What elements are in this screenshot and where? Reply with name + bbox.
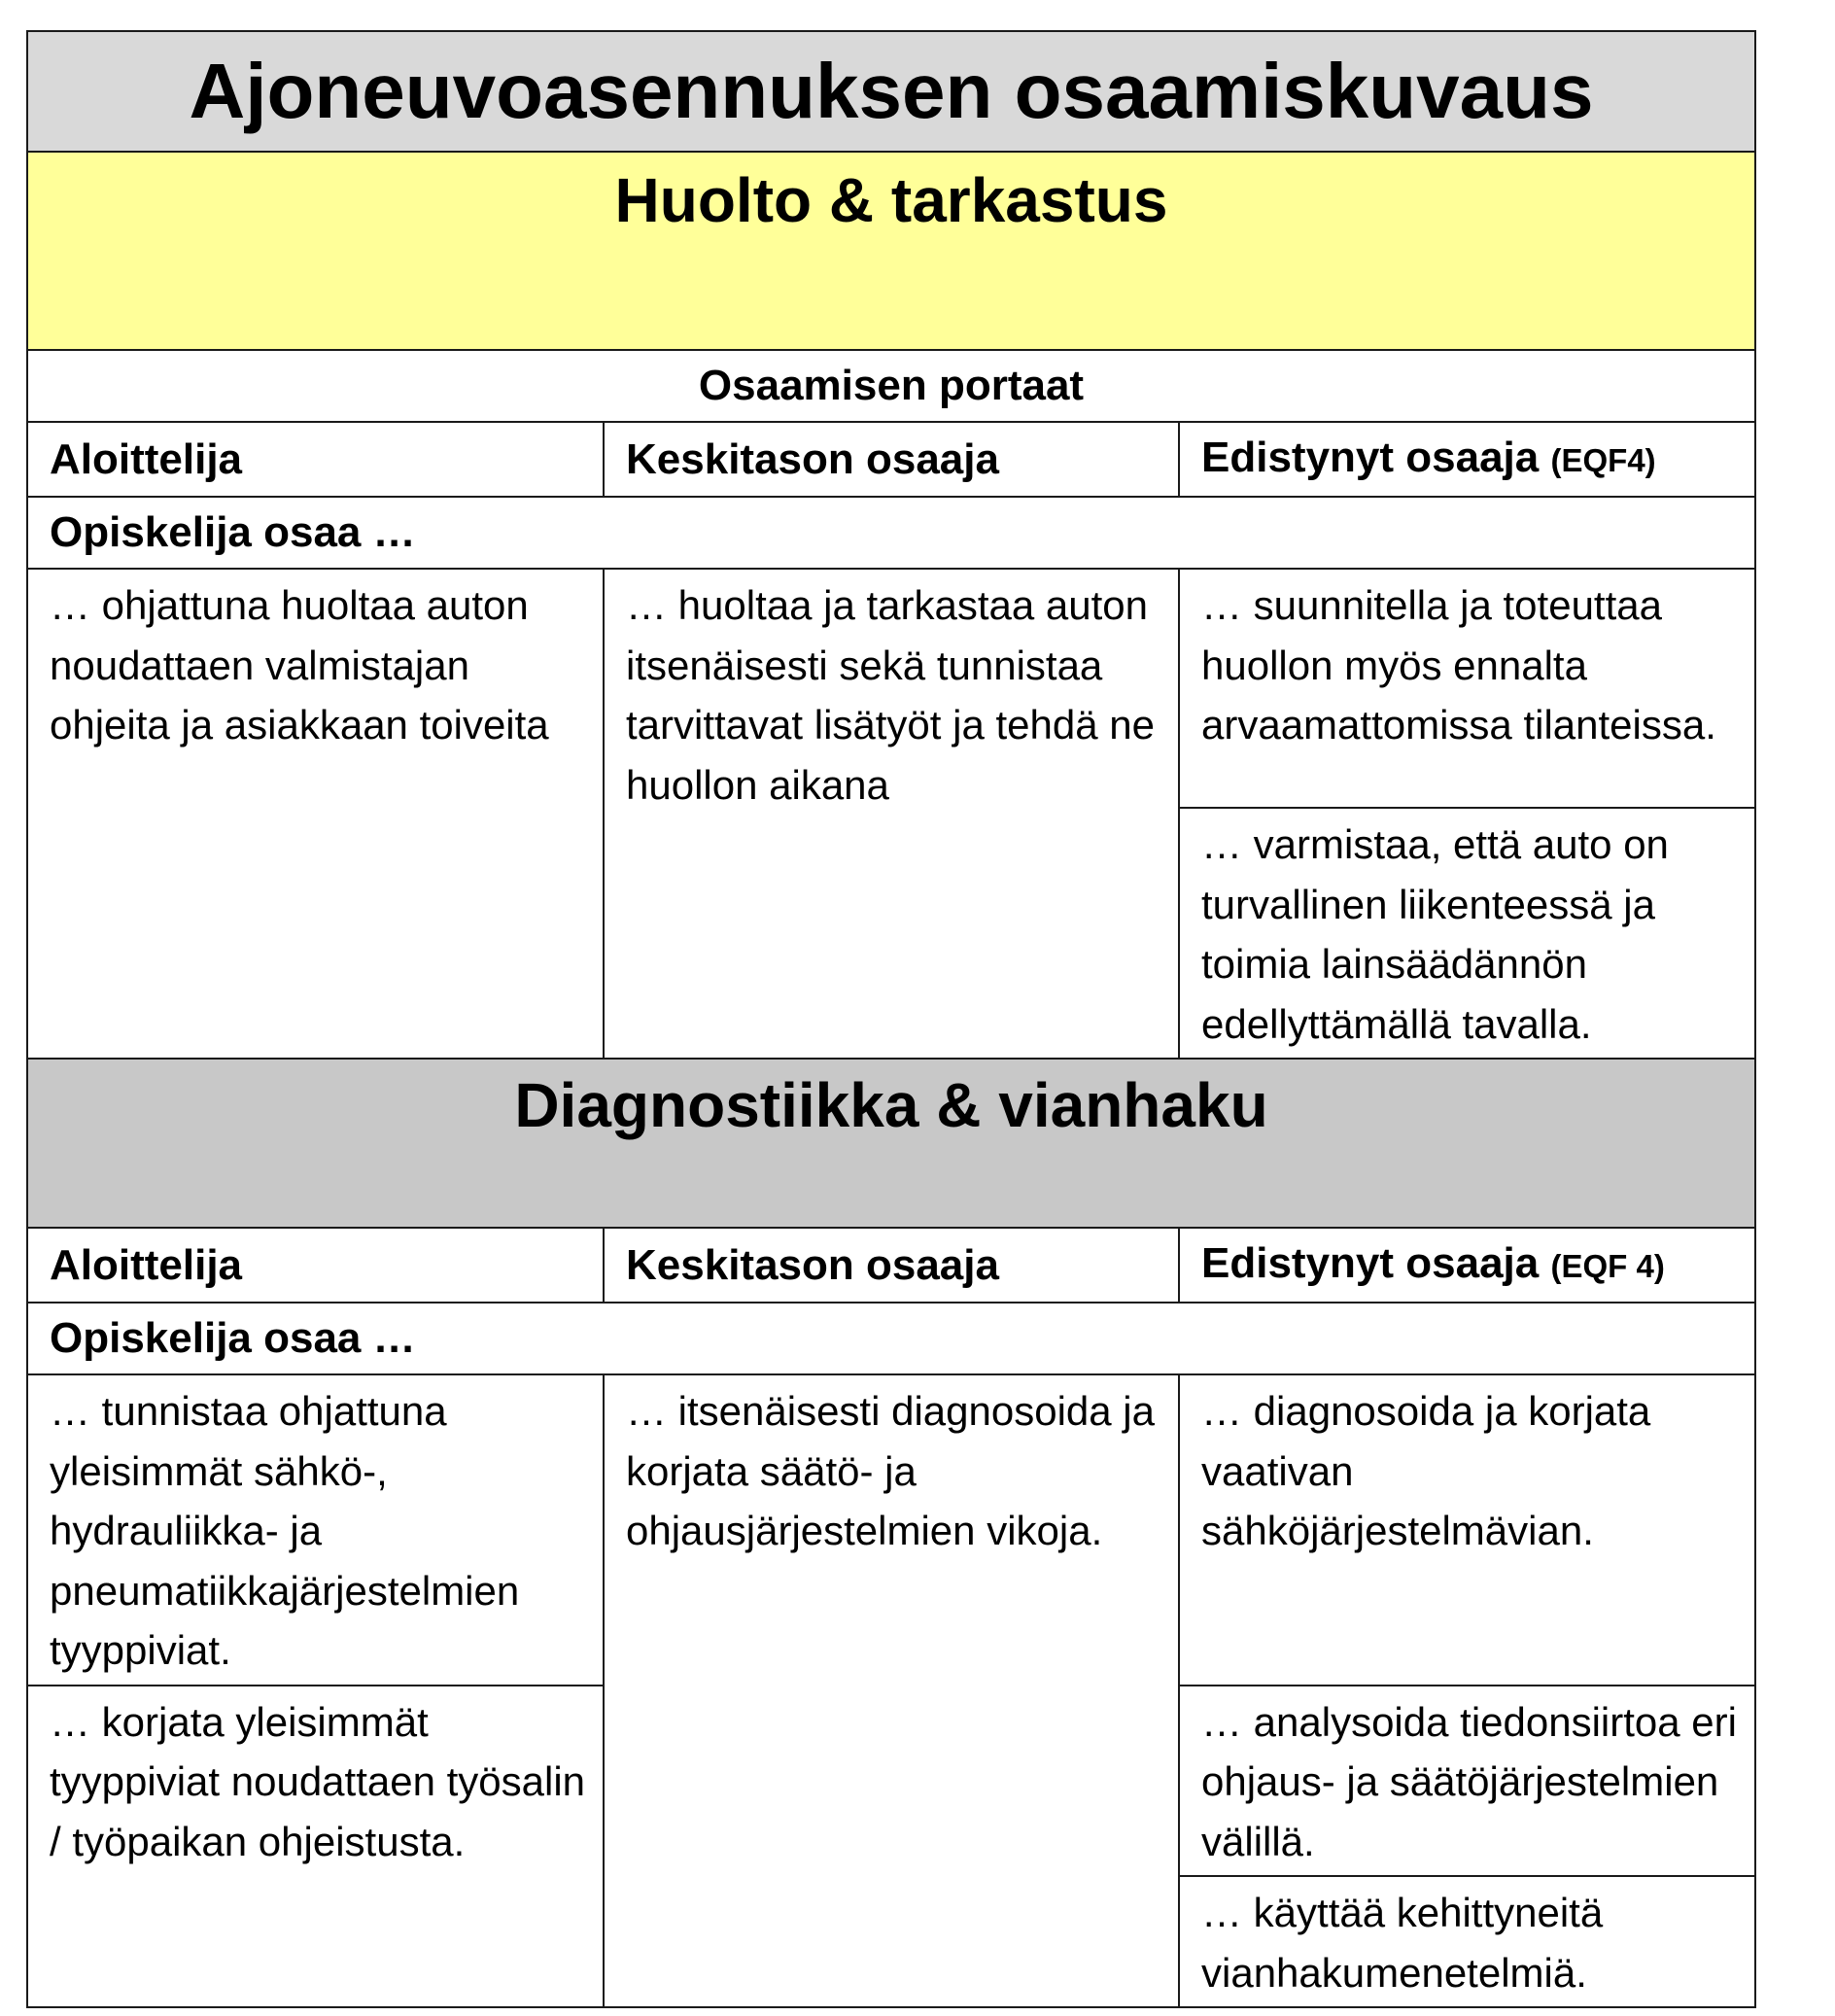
section-heading-diagnostiikka: Diagnostiikka & vianhaku — [27, 1059, 1755, 1228]
advanced-skill: … diagnosoida ja korjata vaativan sähköjärjestelmävian. — [1179, 1374, 1755, 1686]
intermediate-skill: … huoltaa ja tarkastaa auton itsenäisesti sekä tunnistaa tarvittavat lisätyöt ja tehdä ne huollon aikana — [604, 569, 1179, 1059]
level-header-beginner: Aloittelija — [27, 1228, 604, 1303]
level-header-beginner: Aloittelija — [27, 422, 604, 497]
beginner-skill: … ohjattuna huoltaa auton noudattaen valmistajan ohjeita ja asiakkaan toiveita — [27, 569, 604, 1059]
level-header-advanced: Edistynyt osaaja (EQF4) — [1179, 422, 1755, 497]
eqf-label: (EQF4) — [1550, 442, 1656, 478]
intermediate-skill: … itsenäisesti diagnosoida ja korjata säätö- ja ohjausjärjestelmien vikoja. — [604, 1374, 1179, 2007]
beginner-skill: … tunnistaa ohjattuna yleisimmät sähkö-, hydrauliikka- ja pneumatiikkajärjestelmien tyyppiviat. — [27, 1374, 604, 1686]
beginner-skill: … korjata yleisimmät tyyppiviat noudattaen työsalin / työpaikan ohjeistusta. — [27, 1686, 604, 2008]
steps-heading: Osaamisen portaat — [27, 350, 1755, 422]
row-label: Opiskelija osaa … — [27, 497, 1755, 569]
competence-table — [26, 30, 1756, 2008]
eqf-label: (EQF 4) — [1550, 1248, 1665, 1284]
advanced-skill: … käyttää kehittyneitä vianhakumenetelmiä. — [1179, 1876, 1755, 2007]
advanced-skill: … varmistaa, että auto on turvallinen liikenteessä ja toimia lainsäädännön edellyttämällä tavalla. — [1179, 808, 1755, 1059]
level-header-intermediate: Keskitason osaaja — [604, 422, 1179, 497]
row-label: Opiskelija osaa … — [27, 1303, 1755, 1374]
advanced-skill: … suunnitella ja toteuttaa huollon myös ennalta arvaamattomissa tilanteissa. — [1179, 569, 1755, 808]
advanced-skill: … analysoida tiedonsiirtoa eri ohjaus- ja säätöjärjestelmien välillä. — [1179, 1686, 1755, 1877]
level-header-advanced: Edistynyt osaaja (EQF 4) — [1179, 1228, 1755, 1303]
section-heading-huolto: Huolto & tarkastus — [27, 152, 1755, 350]
level-header-intermediate: Keskitason osaaja — [604, 1228, 1179, 1303]
document-title: Ajoneuvoasennuksen osaamiskuvaus — [27, 31, 1755, 152]
